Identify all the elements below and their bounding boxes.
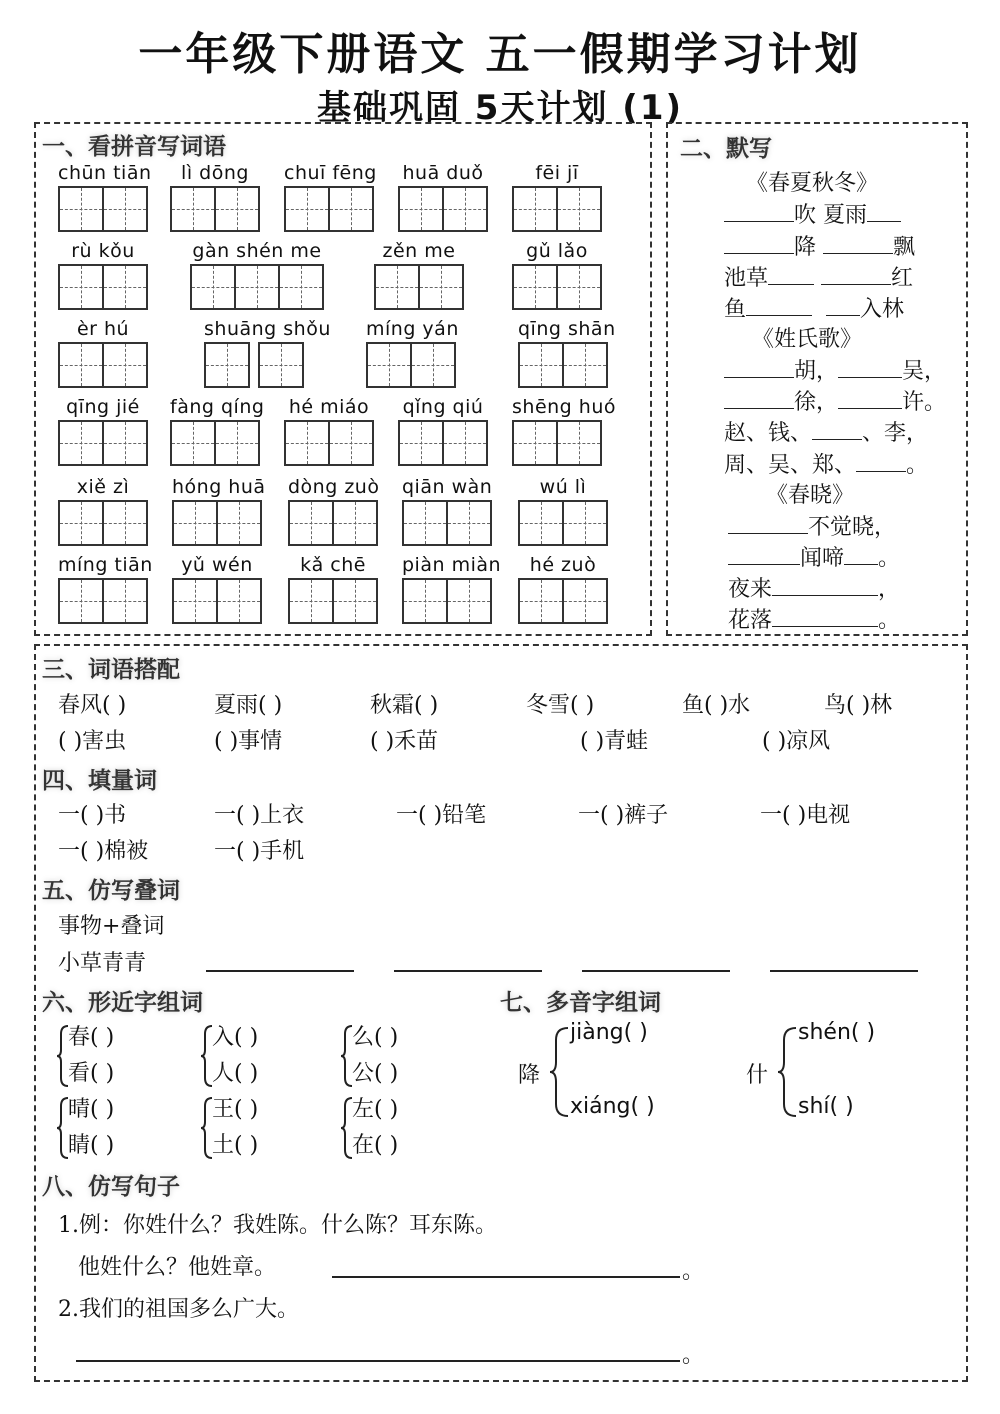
tianzige-cell[interactable] xyxy=(170,420,216,466)
tianzige-cell[interactable] xyxy=(328,186,374,232)
pinyin-word xyxy=(58,240,148,314)
pinyin-word xyxy=(288,476,378,550)
similar-char-item[interactable]: 王( ) xyxy=(212,1097,259,1122)
match-item[interactable]: ( )事情 xyxy=(214,729,283,754)
section4-title: 四、填量词 xyxy=(42,768,157,794)
pinyin-word xyxy=(190,240,324,314)
period: 。 xyxy=(682,1343,705,1368)
pinyin-word xyxy=(518,554,608,628)
sentence-prompt: 他姓什么？他姓章。 xyxy=(78,1255,277,1280)
pinyin-text: qiān wàn xyxy=(402,476,493,498)
pinyin-word xyxy=(402,476,492,550)
tianzige-cell[interactable] xyxy=(374,264,420,310)
blank[interactable] xyxy=(746,296,812,316)
pinyin-text: huā duǒ xyxy=(402,162,484,184)
similar-char-item[interactable]: 晴( ) xyxy=(68,1097,115,1122)
similar-char-item[interactable]: 入( ) xyxy=(212,1025,259,1050)
tianzige-cell[interactable] xyxy=(512,420,558,466)
tianzige-cell[interactable] xyxy=(284,186,330,232)
similar-char-item[interactable]: 么( ) xyxy=(352,1025,399,1050)
tianzige-cell[interactable] xyxy=(234,264,280,310)
pinyin-text: lì dōng xyxy=(181,162,249,184)
tianzige-cell[interactable] xyxy=(556,420,602,466)
tianzige-cell[interactable] xyxy=(328,420,374,466)
tianzige-cell[interactable] xyxy=(562,500,608,546)
similar-char-item[interactable]: 公( ) xyxy=(352,1061,399,1086)
blank[interactable] xyxy=(724,358,794,378)
polyphone-char: 什 xyxy=(746,1063,769,1088)
tianzige-cell[interactable] xyxy=(102,420,148,466)
pinyin-word xyxy=(58,554,153,628)
polyphone-reading[interactable]: shí( ) xyxy=(798,1094,854,1119)
blank[interactable] xyxy=(823,234,893,254)
tianzige-cell[interactable] xyxy=(170,186,216,232)
tianzige-cell[interactable] xyxy=(278,264,324,310)
pinyin-text: gàn shén me xyxy=(192,240,322,262)
tianzige-cell[interactable] xyxy=(284,420,330,466)
poem3-title: 《春晓》 xyxy=(766,483,855,508)
section3-title: 三、词语搭配 xyxy=(42,657,180,683)
pinyin-text: míng tiān xyxy=(58,554,153,576)
tianzige-cell[interactable] xyxy=(562,342,608,388)
similar-char-item[interactable]: 春( ) xyxy=(68,1025,115,1050)
answer-line[interactable] xyxy=(332,1256,680,1278)
measure-item[interactable]: 一( )铅笔 xyxy=(396,803,487,828)
pinyin-text: chūn tiān xyxy=(58,162,152,184)
poem1-line3: 池草 红 xyxy=(724,266,914,291)
tianzige-cell[interactable] xyxy=(518,342,564,388)
tianzige-cell[interactable] xyxy=(58,500,104,546)
blank[interactable] xyxy=(724,202,794,222)
section1-title: 一、看拼音写词语 xyxy=(42,134,226,160)
pinyin-word xyxy=(58,476,148,550)
tianzige-cell[interactable] xyxy=(518,500,564,546)
pinyin-text: dòng zuò xyxy=(288,476,380,498)
pinyin-word xyxy=(512,240,602,314)
match-item[interactable]: ( )禾苗 xyxy=(370,729,439,754)
page-title: 一年级下册语文 五一假期学习计划 xyxy=(138,29,862,80)
blank[interactable] xyxy=(844,545,878,565)
left-brace-icon xyxy=(548,1024,572,1120)
tianzige-cell[interactable] xyxy=(398,420,444,466)
poem2-line4: 周、吴、郑、 。 xyxy=(724,453,929,478)
blank[interactable] xyxy=(728,514,808,534)
pinyin-word xyxy=(398,162,488,236)
pinyin-text: hóng huā xyxy=(172,476,266,498)
answer-line[interactable] xyxy=(394,950,542,972)
tianzige-cell[interactable] xyxy=(258,342,304,388)
blank[interactable] xyxy=(772,607,878,627)
pinyin-text: qīng jié xyxy=(66,396,140,418)
answer-line[interactable] xyxy=(582,950,730,972)
measure-item[interactable]: 一( )书 xyxy=(58,803,127,828)
tianzige-cell[interactable] xyxy=(288,500,334,546)
match-item[interactable]: 冬雪( ) xyxy=(526,693,595,718)
tianzige-cell[interactable] xyxy=(398,186,444,232)
tianzige-cell[interactable] xyxy=(58,578,104,624)
polyphone-char: 降 xyxy=(518,1063,541,1088)
blank[interactable] xyxy=(838,389,902,409)
tianzige-cell[interactable] xyxy=(332,500,378,546)
pinyin-word xyxy=(366,318,459,392)
tianzige-cell[interactable] xyxy=(332,578,378,624)
answer-line[interactable] xyxy=(76,1340,680,1362)
polyphone-reading[interactable]: jiàng( ) xyxy=(570,1020,648,1045)
tianzige-cell[interactable] xyxy=(102,264,148,310)
poem2-line3: 赵、钱、 、李， xyxy=(724,421,929,446)
measure-item[interactable]: 一( )电视 xyxy=(760,803,851,828)
poem2-line2: 徐， 许。 xyxy=(724,385,946,416)
sentence-example: 1.例：你姓什么？我姓陈。什么陈？耳东陈。 xyxy=(58,1213,497,1238)
poem1-title: 《春夏秋冬》 xyxy=(746,171,879,196)
pinyin-text: qǐng qiú xyxy=(402,396,484,418)
pinyin-word xyxy=(288,554,378,628)
match-item[interactable]: 鸟( )林 xyxy=(824,693,893,718)
blank[interactable] xyxy=(728,545,800,565)
tianzige-cell[interactable] xyxy=(402,500,448,546)
reduplication-example: 小草青青 xyxy=(58,951,147,976)
pinyin-word xyxy=(512,396,616,470)
pinyin-text: rù kǒu xyxy=(71,240,135,262)
pinyin-text: èr hú xyxy=(76,318,130,340)
polyphone-reading[interactable]: shén( ) xyxy=(798,1020,876,1045)
measure-item[interactable]: 一( )裤子 xyxy=(578,803,669,828)
poem3-line3: 夜来 ， xyxy=(728,577,901,602)
answer-line[interactable] xyxy=(770,950,918,972)
tianzige-cell[interactable] xyxy=(512,264,558,310)
poem1-line1: 吹 夏雨 xyxy=(724,198,901,229)
pinyin-word xyxy=(58,318,148,392)
blank[interactable] xyxy=(867,202,901,222)
tianzige-cell[interactable] xyxy=(58,186,104,232)
pinyin-word xyxy=(402,554,502,628)
tianzige-cell[interactable] xyxy=(288,578,334,624)
blank[interactable] xyxy=(812,420,862,440)
tianzige-cell[interactable] xyxy=(216,578,262,624)
tianzige-cell[interactable] xyxy=(442,420,488,466)
tianzige-cell[interactable] xyxy=(446,578,492,624)
tianzige-cell[interactable] xyxy=(410,342,456,388)
match-item[interactable]: 春风( ) xyxy=(58,693,127,718)
poem2-title: 《姓氏歌》 xyxy=(752,327,863,352)
tianzige-cell[interactable] xyxy=(512,186,558,232)
sentence-question: 2.我们的祖国多么广大。 xyxy=(58,1297,299,1322)
pinyin-text: yǔ wén xyxy=(181,554,253,576)
pinyin-word xyxy=(512,162,602,236)
tianzige-cell[interactable] xyxy=(102,500,148,546)
tianzige-cell[interactable] xyxy=(214,186,260,232)
tianzige-cell[interactable] xyxy=(190,264,236,310)
pinyin-text: zěn me xyxy=(382,240,456,262)
match-item[interactable]: ( )害虫 xyxy=(58,729,127,754)
match-item[interactable]: 夏雨( ) xyxy=(214,693,283,718)
left-brace-icon xyxy=(776,1024,800,1120)
pinyin-word xyxy=(170,396,265,470)
tianzige-cell[interactable] xyxy=(58,264,104,310)
poem3-line4: 花落 。 xyxy=(728,608,901,633)
blank[interactable] xyxy=(772,576,878,596)
answer-line[interactable] xyxy=(206,950,354,972)
pinyin-word xyxy=(518,318,616,392)
pinyin-word xyxy=(172,476,266,550)
pinyin-word xyxy=(58,396,148,470)
tianzige-cell[interactable] xyxy=(556,264,602,310)
pinyin-text: fàng qíng xyxy=(170,396,265,418)
tianzige-cell[interactable] xyxy=(172,578,218,624)
section6-title: 六、形近字组词 xyxy=(42,990,203,1016)
pinyin-word xyxy=(284,162,377,236)
pinyin-text: wú lì xyxy=(539,476,587,498)
pinyin-text: xiě zì xyxy=(76,476,130,498)
tianzige-cell[interactable] xyxy=(102,186,148,232)
poem3-line1: 不觉晓， xyxy=(728,510,896,541)
measure-item[interactable]: 一( )手机 xyxy=(214,839,305,864)
pinyin-text: piàn miàn xyxy=(402,554,502,576)
tianzige-cell[interactable] xyxy=(518,578,564,624)
section8-title: 八、仿写句子 xyxy=(42,1174,180,1200)
page-subtitle: 基础巩固 5天计划 (1) xyxy=(316,88,684,128)
blank[interactable] xyxy=(856,452,906,472)
pinyin-text: hé miáo xyxy=(288,396,370,418)
pinyin-text: chuī fēng xyxy=(284,162,377,184)
blank[interactable] xyxy=(826,296,860,316)
pinyin-word xyxy=(172,554,262,628)
measure-item[interactable]: 一( )上衣 xyxy=(214,803,305,828)
pinyin-text: hé zuò xyxy=(529,554,597,576)
section7-title: 七、多音字组词 xyxy=(500,990,661,1016)
tianzige-cell[interactable] xyxy=(402,578,448,624)
tianzige-cell[interactable] xyxy=(442,186,488,232)
tianzige-cell[interactable] xyxy=(172,500,218,546)
blank[interactable] xyxy=(724,234,794,254)
tianzige-cell[interactable] xyxy=(102,342,148,388)
tianzige-cell[interactable] xyxy=(58,420,104,466)
similar-char-item[interactable]: 左( ) xyxy=(352,1097,399,1122)
tianzige-cell[interactable] xyxy=(58,342,104,388)
pinyin-text: qīng shān xyxy=(518,318,616,340)
similar-char-item[interactable]: 土( ) xyxy=(212,1133,259,1158)
pinyin-word xyxy=(374,240,464,314)
poem2-line1: 胡， 吴， xyxy=(724,354,946,385)
pinyin-text: fēi jī xyxy=(535,162,579,184)
tianzige-cell[interactable] xyxy=(562,578,608,624)
pinyin-word xyxy=(518,476,608,550)
similar-char-item[interactable]: 在( ) xyxy=(352,1133,399,1158)
similar-char-item[interactable]: 人( ) xyxy=(212,1061,259,1086)
pinyin-text: shēng huó xyxy=(512,396,616,418)
blank[interactable] xyxy=(724,389,794,409)
tianzige-cell[interactable] xyxy=(556,186,602,232)
tianzige-cell[interactable] xyxy=(204,342,250,388)
tianzige-cell[interactable] xyxy=(418,264,464,310)
blank[interactable] xyxy=(838,358,902,378)
pinyin-word xyxy=(170,162,260,236)
poem3-line2: 闻啼 。 xyxy=(728,541,900,572)
blank[interactable] xyxy=(821,265,891,285)
measure-item[interactable]: 一( )棉被 xyxy=(58,839,149,864)
tianzige-cell[interactable] xyxy=(214,420,260,466)
match-item[interactable]: ( )青蛙 xyxy=(580,729,649,754)
period: 。 xyxy=(682,1259,705,1284)
pinyin-word xyxy=(58,162,152,236)
tianzige-cell[interactable] xyxy=(446,500,492,546)
pinyin-text: shuāng shǒu xyxy=(204,318,331,340)
tianzige-cell[interactable] xyxy=(102,578,148,624)
pinyin-word xyxy=(398,396,488,470)
pinyin-text: kǎ chē xyxy=(300,554,366,576)
polyphone-reading[interactable]: xiáng( ) xyxy=(570,1094,655,1119)
blank[interactable] xyxy=(768,265,814,285)
pinyin-word xyxy=(204,318,331,392)
pinyin-text: míng yán xyxy=(366,318,459,340)
poem1-line4: 鱼 入林 xyxy=(724,297,905,322)
tianzige-cell[interactable] xyxy=(216,500,262,546)
match-item[interactable]: 秋霜( ) xyxy=(370,693,439,718)
section2-title: 二、默写 xyxy=(680,136,772,162)
section5-title: 五、仿写叠词 xyxy=(42,878,180,904)
tianzige-cell[interactable] xyxy=(366,342,412,388)
pinyin-text: gǔ lǎo xyxy=(526,240,588,262)
pinyin-word xyxy=(284,396,374,470)
similar-char-item[interactable]: 睛( ) xyxy=(68,1133,115,1158)
poem1-line2: 降 飘 xyxy=(724,230,915,261)
match-item[interactable]: ( )凉风 xyxy=(762,729,831,754)
reduplication-hint: 事物+叠词 xyxy=(58,914,165,939)
match-item[interactable]: 鱼( )水 xyxy=(682,693,751,718)
similar-char-item[interactable]: 看( ) xyxy=(68,1061,115,1086)
